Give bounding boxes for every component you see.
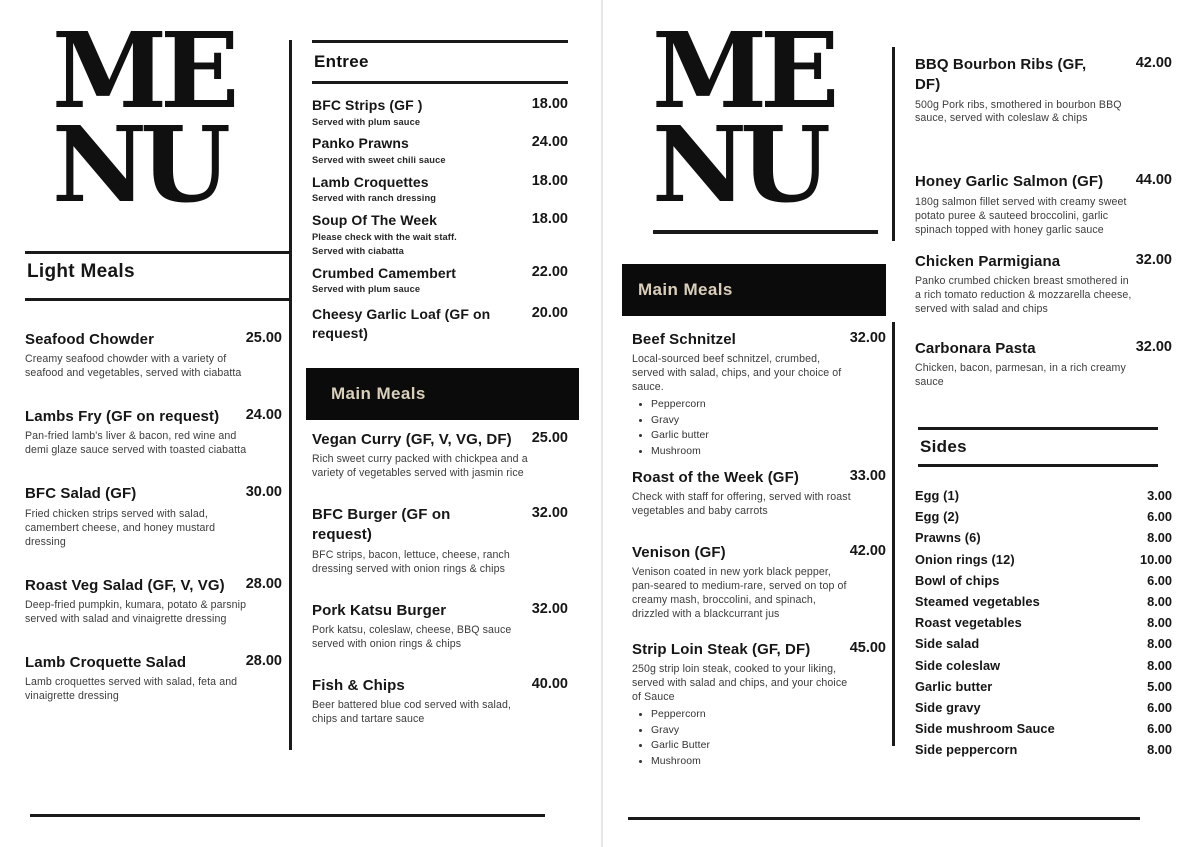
main-meals-banner-right [622, 264, 886, 316]
item-name: Beef Schnitzel [632, 331, 736, 348]
item-name: Fish & Chips [312, 676, 405, 694]
side-item [915, 612, 1172, 633]
sauce-options [639, 707, 886, 769]
item-description: Panko crumbed chicken breast smothered in a rich tomato reduction & mozzarella cheese, served with salad and chips [915, 274, 1132, 315]
side-name: Onion rings (12) [915, 551, 1015, 567]
right-column-divider-top [892, 47, 895, 241]
item-price: 32.00 [849, 330, 886, 346]
side-name: Bowl of chips [915, 572, 1000, 588]
side-price: 8.00 [1147, 742, 1172, 758]
sauce-option: • Peppercorn [651, 707, 886, 723]
item-description: Venison coated in new york black pepper, pan-seared to medium-rare, served on top of creamy mash, broccolini, and spinach, drizzled with a blackcurrant jus [632, 566, 847, 620]
light-meals-rule-top [25, 251, 290, 254]
item-name: Lamb Croquette Salad [25, 653, 187, 671]
item-price: 20.00 [531, 304, 568, 321]
logo-underline [653, 230, 878, 234]
item-description: 250g strip loin steak, cooked to your liking, served with salad and chips, and your choice of Sauce [632, 663, 848, 704]
item-price: 45.00 [849, 639, 886, 656]
item-description: Beer battered blue cod served with salad, chips and tartare sauce [312, 699, 512, 726]
side-price: 6.00 [1147, 700, 1172, 716]
light-meals-list [25, 330, 282, 730]
item-description: Creamy seafood chowder with a variety of seafood and vegetables, served with ciabatta [25, 353, 242, 380]
menu-item [915, 252, 1172, 317]
item-price: 25.00 [245, 330, 282, 346]
item-price: 32.00 [531, 600, 568, 617]
menu-item [25, 576, 282, 627]
item-name: Lambs Fry (GF on request) [25, 408, 220, 426]
side-item [915, 485, 1172, 506]
item-price: 40.00 [531, 675, 568, 692]
item-price: 25.00 [531, 430, 568, 446]
side-price: 8.00 [1147, 594, 1172, 610]
right-column-divider-bottom [892, 322, 895, 746]
side-price: 10.00 [1139, 551, 1172, 567]
item-description: Pork katsu, coleslaw, cheese, BBQ sauce served with onion rings & chips [312, 623, 512, 650]
menu-item [312, 173, 568, 206]
menu-item [312, 676, 568, 727]
side-name: Side gravy [915, 700, 981, 716]
item-name: BFC Burger (GF on request) [312, 506, 451, 544]
item-name: Roast Veg Salad (GF, V, VG) [25, 576, 225, 594]
menu-item [915, 55, 1172, 126]
menu-item [312, 211, 568, 259]
item-price: 44.00 [1135, 172, 1172, 189]
menu-item [312, 505, 568, 576]
item-description: 500g Pork ribs, smothered in bourbon BBQ sauce, served with coleslaw & chips [915, 98, 1122, 125]
side-name: Prawns (6) [915, 530, 981, 546]
sides-title: Sides [920, 437, 967, 456]
menu-item [632, 468, 886, 519]
side-price: 8.00 [1147, 657, 1172, 673]
item-name: Crumbed Camembert [312, 264, 457, 281]
item-name: Soup Of The Week [312, 211, 438, 228]
main-meals-list-right [632, 330, 886, 790]
item-name: Cheesy Garlic Loaf (GF on request) [312, 305, 491, 341]
side-price: 8.00 [1147, 636, 1172, 652]
menu-logo-left [52, 9, 233, 226]
side-item [915, 655, 1172, 676]
left-column-divider [289, 40, 292, 750]
right-page-footer-rule [628, 817, 1140, 820]
side-name: Side coleslaw [915, 657, 1001, 673]
menu-item [632, 640, 886, 770]
item-description: Rich sweet curry packed with chickpea and a variety of vegetables served with jasmin rice [312, 453, 528, 480]
side-price: 3.00 [1147, 488, 1172, 503]
side-item [915, 570, 1172, 591]
item-note: Served with plum sauce [312, 284, 421, 295]
menu-item [312, 601, 568, 652]
menu-item [25, 330, 282, 381]
item-price: 28.00 [245, 652, 282, 669]
entree-title: Entree [314, 52, 369, 71]
item-price: 28.00 [245, 575, 282, 592]
item-name: Roast of the Week (GF) [632, 468, 799, 486]
item-description: Deep-fried pumpkin, kumara, potato & parsnip served with salad and vinaigrette dressing [25, 598, 247, 625]
item-price: 42.00 [849, 542, 886, 559]
menu-item [632, 330, 886, 460]
menu-item [312, 134, 568, 167]
sauce-option: • Gravy [651, 723, 886, 739]
item-price: 24.00 [245, 407, 282, 424]
sauce-option: • Garlic butter [651, 428, 886, 444]
menu-logo-right [652, 9, 833, 226]
featured-meals-list [915, 55, 1172, 416]
item-price: 33.00 [849, 467, 886, 484]
item-price: 24.00 [531, 134, 568, 151]
item-description: 180g salmon fillet served with creamy sweet potato puree & sauteed broccolini, garlic spinach topped with honey garlic sauce [915, 195, 1127, 236]
side-name: Egg (2) [915, 509, 960, 525]
side-item [915, 549, 1172, 570]
sides-rule-bottom [918, 464, 1158, 467]
side-price: 6.00 [1147, 721, 1172, 737]
sauce-option: • Gravy [651, 413, 886, 429]
side-item [915, 633, 1172, 654]
menu-item [312, 430, 568, 481]
menu-item [25, 407, 282, 458]
item-name: Vegan Curry (GF, V, VG, DF) [312, 431, 512, 448]
menu-item [632, 543, 886, 622]
side-price: 6.00 [1147, 572, 1172, 588]
item-description: Fried chicken strips served with salad, camembert cheese, and honey mustard dressing [25, 507, 216, 548]
item-price: 18.00 [531, 96, 568, 112]
menu-item [312, 264, 568, 297]
menu-item [312, 96, 568, 129]
menu-item [25, 484, 282, 549]
side-price: 5.00 [1147, 678, 1172, 694]
item-note: Served with plum sauce [312, 116, 421, 127]
side-name: Egg (1) [915, 488, 960, 503]
logo-line-2: NU [52, 102, 224, 226]
main-meals-banner-left [306, 368, 579, 420]
side-name: Garlic butter [915, 678, 993, 694]
entree-list [312, 96, 568, 343]
side-name: Roast vegetables [915, 615, 1022, 631]
entree-section [312, 40, 568, 348]
logo-line-1: ME [652, 9, 833, 132]
sides-section [915, 427, 1172, 761]
side-price: 6.00 [1147, 509, 1172, 525]
side-name: Side mushroom Sauce [915, 721, 1055, 737]
item-name: BBQ Bourbon Ribs (GF, DF) [915, 56, 1087, 94]
side-item [915, 506, 1172, 527]
light-meals-rule-bottom [25, 298, 290, 301]
menu-item [915, 339, 1172, 390]
item-price: 18.00 [531, 210, 568, 227]
item-name: Seafood Chowder [25, 331, 155, 348]
main-meals-list-left [312, 430, 568, 751]
sauce-options [639, 397, 886, 459]
logo-line-1: ME [52, 9, 233, 132]
item-description: Check with staff for offering, served with roast vegetables and baby carrots [632, 490, 851, 517]
menu-item [312, 305, 568, 343]
side-name: Side peppercorn [915, 742, 1018, 758]
sauce-option: • Peppercorn [651, 397, 886, 413]
sauce-option: • Mushroom [651, 444, 886, 460]
item-note: Please check with the wait staff. [312, 231, 457, 242]
banner-title: Main Meals [638, 280, 733, 299]
item-name: Pork Katsu Burger [312, 601, 447, 619]
side-item [915, 718, 1172, 739]
side-item [915, 739, 1172, 760]
item-description: Lamb croquettes served with salad, feta and vinaigrette dressing [25, 675, 238, 702]
item-name: Strip Loin Steak (GF, DF) [632, 640, 811, 658]
item-name: Lamb Croquettes [312, 173, 429, 190]
item-price: 32.00 [531, 505, 568, 522]
side-item [915, 591, 1172, 612]
item-price: 32.00 [1135, 251, 1172, 268]
item-name: Chicken Parmigiana [915, 252, 1061, 270]
item-price: 18.00 [531, 172, 568, 189]
item-name: Panko Prawns [312, 135, 409, 152]
logo-line-2: NU [652, 102, 824, 226]
sauce-option: • Mushroom [651, 754, 886, 770]
item-price: 30.00 [245, 484, 282, 501]
item-note: Served with ranch dressing [312, 193, 437, 204]
sauce-option: • Garlic Butter [651, 738, 886, 754]
item-description: Chicken, bacon, parmesan, in a rich creamy sauce [915, 362, 1126, 388]
side-price: 8.00 [1147, 615, 1172, 631]
item-description: Local-sourced beef schnitzel, crumbed, served with salad, chips, and your choice of sauce. [632, 353, 842, 394]
item-name: Honey Garlic Salmon (GF) [915, 173, 1104, 191]
item-description: Pan-fried lamb's liver & bacon, red wine and demi glaze sauce served with toasted ciabatta [25, 430, 247, 457]
entree-rule-bottom [312, 81, 568, 84]
left-page-footer-rule [30, 814, 545, 817]
item-name: BFC Strips (GF ) [312, 97, 423, 113]
item-price: 32.00 [1135, 338, 1172, 355]
side-item [915, 527, 1172, 548]
menu-item [25, 653, 282, 704]
side-item [915, 676, 1172, 697]
item-note: Served with ciabatta [312, 246, 404, 257]
menu-item [915, 172, 1172, 237]
light-meals-title: Light Meals [27, 261, 135, 282]
item-price: 42.00 [1135, 55, 1172, 71]
item-description: BFC strips, bacon, lettuce, cheese, ranch dressing served with onion rings & chips [312, 548, 510, 575]
side-name: Side salad [915, 636, 980, 652]
page-separator [601, 0, 603, 847]
item-name: Carbonara Pasta [915, 339, 1036, 357]
sides-list [915, 485, 1172, 761]
side-price: 8.00 [1147, 530, 1172, 546]
item-name: BFC Salad (GF) [25, 485, 137, 503]
item-note: Served with sweet chili sauce [312, 155, 446, 166]
side-item [915, 697, 1172, 718]
banner-title: Main Meals [331, 384, 426, 403]
side-name: Steamed vegetables [915, 594, 1040, 610]
item-name: Venison (GF) [632, 543, 726, 561]
item-price: 22.00 [531, 263, 568, 280]
